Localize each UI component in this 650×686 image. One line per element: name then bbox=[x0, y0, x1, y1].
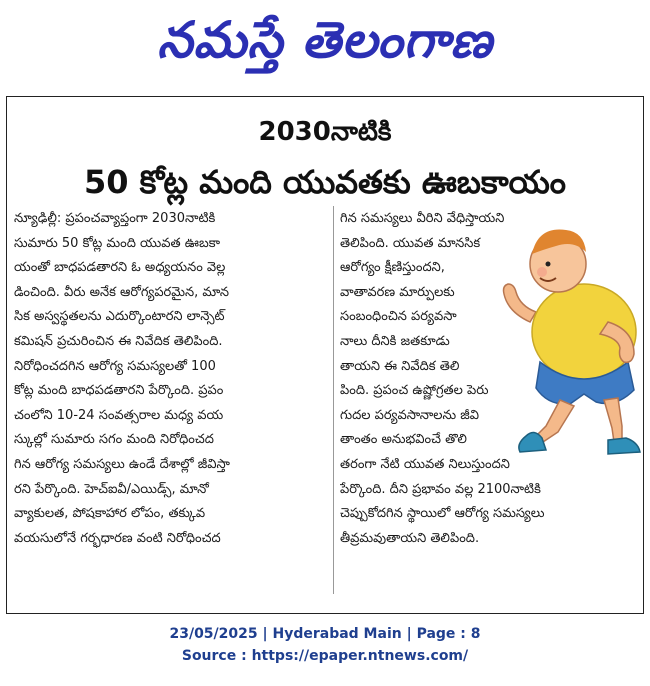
article-text-line: చెప్పుకోదగిన స్థాయిలో ఆరోగ్య సమస్యలు bbox=[340, 506, 545, 522]
column-divider bbox=[333, 206, 334, 594]
article-text-line: కమిషన్ ప్రచురించిన ఈ నివేదిక తెలిపింది. bbox=[14, 333, 223, 349]
article-text-line: నిరోధించదగిన ఆరోగ్య సమస్యలతో 100 bbox=[14, 358, 216, 374]
headline-line-1: 2030నాటికి bbox=[258, 117, 392, 147]
article-text-line: వ్యాకులత, పోషకాహార లోపం, తక్కువ bbox=[14, 506, 206, 522]
article-text-line: గిన సమస్యలు వీరిని వేధిస్తాయని bbox=[340, 211, 505, 226]
article-text-line: వయసులోనే గర్భధారణ వంటి నిరోధించద bbox=[14, 530, 221, 546]
article-text-line: డించింది. వీరు అనేక ఆరోగ్యపరమైన, మాన bbox=[14, 284, 230, 300]
article-text-line: తరంగా నేటి యువత నిలుస్తుందని bbox=[340, 456, 510, 472]
article-text-line: కోట్ల మంది బాధపడతారని పేర్కొంది. ప్రపం bbox=[14, 383, 224, 399]
article-text-line: చంలోని 10-24 సంవత్సరాల మధ్య వయ bbox=[14, 407, 224, 423]
article-text-line: సుమారు 50 కోట్ల మంది యువత ఊబకా bbox=[14, 235, 220, 251]
article-text-line: న్యూఢిల్లీ: ప్రపంచవ్యాప్తంగా 2030నాటికి bbox=[14, 211, 216, 226]
article-text-line: ఆరోగ్యం క్షీణిస్తుందని, bbox=[340, 260, 445, 276]
article-text-line: తీవ్రమవుతాయని తెలిపింది. bbox=[340, 530, 480, 546]
article-text-line: నాలు దీనికి జతకూడు bbox=[340, 333, 450, 349]
footer-publication-info: 23/05/2025 | Hyderabad Main | Page : 8 bbox=[169, 626, 481, 642]
article-text-line: స్కుల్లో సుమారు సగం మంది నిరోధించద bbox=[14, 432, 214, 448]
article-text-line: సంబంధించిన పర్యవసా bbox=[340, 309, 457, 325]
article-text-line: సిక అస్వస్థతలను ఎదుర్కొంటారని లాన్సెట్ bbox=[14, 309, 225, 325]
headline-line-2: 50 కోట్ల మంది యువతకు ఊబకాయం bbox=[84, 163, 566, 201]
article-left-column bbox=[14, 207, 330, 551]
article-text-line: తెలిపింది. యువత మానసిక bbox=[340, 235, 481, 251]
article-text-line: యంతో బాధపడతారని ఓ అధ్యయనం వెల్ల bbox=[14, 260, 226, 276]
article-text-line: రని పేర్కొంది. హెచ్‌ఐవీ/ఎయిడ్స్, మానో bbox=[14, 481, 209, 497]
overweight-jogger-icon bbox=[500, 212, 646, 462]
article-text-line: గుదల పర్యవసానాలను జీవి bbox=[340, 407, 479, 423]
article-text-line: గిన ఆరోగ్య సమస్యలు ఉండే దేశాల్లో జీవిస్తా bbox=[14, 456, 230, 472]
footer-source-link[interactable]: Source : https://epaper.ntnews.com/ bbox=[181, 648, 469, 664]
masthead-logo: నమస్తే తెలంగాణ bbox=[157, 11, 493, 69]
article-text-line: వాతావరణ మార్పులకు bbox=[340, 284, 455, 300]
article-text-line: పింది. ప్రపంచ ఉష్ణోగ్రతల పెరు bbox=[340, 383, 489, 399]
article-text-line: తాయని ఈ నివేదిక తెలి bbox=[340, 358, 460, 374]
article-text-line: తాంతం అనుభవించే తొలి bbox=[340, 432, 467, 448]
article-text-line: పేర్కొంది. దీని ప్రభావం వల్ల 2100నాటికి bbox=[340, 481, 541, 497]
